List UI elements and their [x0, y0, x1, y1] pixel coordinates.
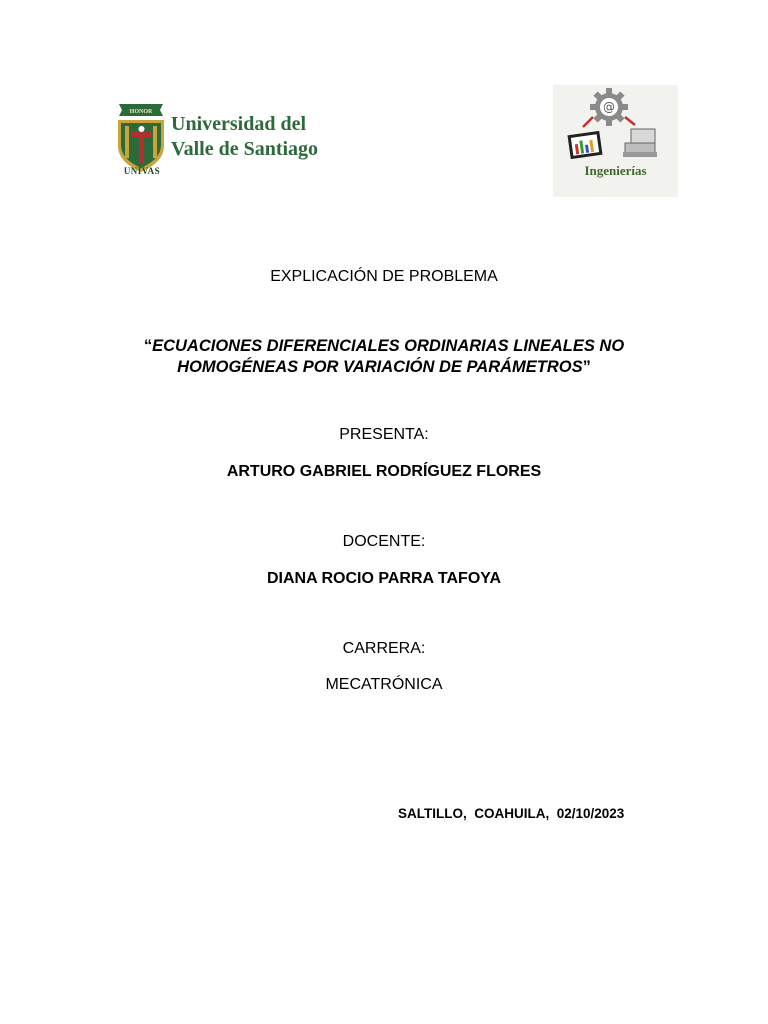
- title-line-2: [0, 357, 768, 378]
- title-line-1: [0, 336, 768, 357]
- place-date: SALTILLO, COAHUILA, 02/10/2023: [398, 806, 625, 821]
- title-close-quote: ”: [582, 358, 591, 376]
- svg-text:@: @: [603, 100, 615, 114]
- career-label: CARRERA:: [342, 640, 426, 657]
- engineering-label: Ingenierías: [584, 163, 647, 178]
- university-name-line2: Valle de Santiago: [171, 138, 319, 160]
- banner-text: HONOR: [129, 109, 153, 115]
- engineering-emblem-icon: [553, 85, 678, 163]
- teacher-name: DIANA ROCIO PARRA TAFOYA: [266, 570, 502, 587]
- presenter-label: PRESENTA:: [339, 426, 429, 443]
- university-logo: [113, 98, 318, 180]
- title-line2-text: HOMOGÉNEAS POR VARIACIÓN DE PARÁMETROS: [177, 358, 583, 376]
- title-open-quote: “: [143, 337, 153, 355]
- university-name: [171, 112, 318, 162]
- university-name-line1: Universidad del: [171, 113, 307, 135]
- engineering-logo: [553, 85, 678, 197]
- document-heading: EXPLICACIÓN DE PROBLEMA: [270, 268, 498, 285]
- career-name: MECATRÓNICA: [325, 676, 443, 693]
- presenter-name: ARTURO GABRIEL RODRÍGUEZ FLORES: [226, 463, 542, 480]
- title-line1-text: ECUACIONES DIFERENCIALES ORDINARIAS LINEALES NO: [152, 337, 625, 355]
- document-title: [0, 336, 768, 378]
- university-tag: UNIVAS: [123, 166, 161, 176]
- teacher-label: DOCENTE:: [342, 533, 426, 550]
